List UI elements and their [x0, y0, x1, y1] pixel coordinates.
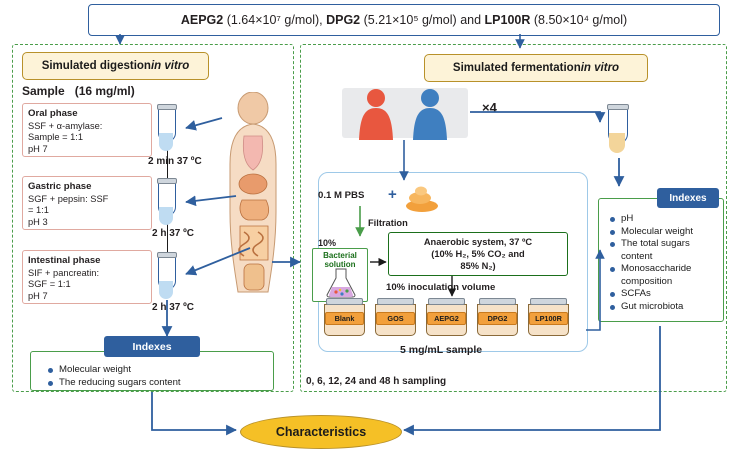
- fermentation-index-item: The total sugars content: [609, 238, 719, 263]
- sample-vial: [424, 298, 469, 340]
- fermentation-indexes-header: Indexes: [657, 188, 719, 208]
- fermentation-header-italic: in vitro: [580, 62, 620, 74]
- gastric-phase-time: [152, 228, 194, 239]
- male-donor-icon: [404, 86, 456, 140]
- bacterial-solution-box: [312, 248, 368, 302]
- oral-phase-line-1: SSF + α-amylase:: [28, 120, 103, 131]
- plus-icon: +: [388, 186, 397, 203]
- vial-label: LP100R: [529, 312, 568, 325]
- digestion-indexes-box: [30, 351, 274, 391]
- human-digestive-system-illustration: [214, 92, 292, 312]
- intestinal-phase-time: [152, 302, 194, 313]
- intestinal-time-value: 2 h: [152, 302, 167, 313]
- polysaccharide-2-mw: (5.21×10⁵ g/mol): [363, 13, 457, 27]
- digestion-index-item: Molecular weight: [47, 364, 273, 377]
- gastric-temp-value: 37 ºC: [169, 228, 195, 239]
- fermentation-header: [424, 54, 648, 82]
- bacterial-solution-label: Bacterial solution: [323, 251, 357, 269]
- anaerobic-line-1: Anaerobic system, 37 ºC: [423, 237, 533, 247]
- intestinal-phase-line-1: SIF + pancreatin:: [28, 267, 100, 278]
- sample-label-group: [22, 84, 135, 98]
- bacterial-percentage-label: 10%: [318, 238, 337, 248]
- digestion-header: [22, 52, 209, 80]
- sample-vial: [373, 298, 418, 340]
- gastric-phase-line-2: = 1:1: [28, 205, 49, 215]
- anaerobic-line-2: (10% H₂, 5% CO₂ and: [431, 249, 525, 259]
- fermentation-index-item: Molecular weight: [609, 226, 719, 239]
- fermentation-product-tube: [608, 108, 630, 154]
- fermentation-index-item: SCFAs: [609, 288, 719, 301]
- vial-label: Blank: [325, 312, 364, 325]
- fermentation-index-item: Gut microbiota: [609, 301, 719, 314]
- fermentation-index-item: Monosaccharide composition: [609, 263, 719, 288]
- characteristics-node: Characteristics: [240, 415, 402, 449]
- anaerobic-line-3: 85% N₂): [460, 261, 496, 271]
- gastric-phase-box: [22, 176, 152, 230]
- vial-label: GOS: [376, 312, 415, 325]
- oral-phase-line-2: Sample = 1:1: [28, 132, 84, 142]
- oral-phase-title: Oral phase: [28, 108, 78, 119]
- polysaccharide-3-name: LP100R: [484, 13, 531, 27]
- polysaccharide-1-mw: (1.64×10⁷ g/mol): [226, 13, 320, 27]
- fermentation-header-text: Simulated fermentation: [452, 62, 581, 74]
- gastric-phase-tube: [158, 182, 178, 226]
- oral-phase-box: [22, 103, 152, 157]
- intestinal-phase-box: [22, 250, 152, 304]
- sample-value: (16 mg/ml): [74, 84, 135, 98]
- oral-temp-value: 37 ºC: [176, 156, 202, 167]
- sample-vial: [475, 298, 520, 340]
- oral-phase-time: [148, 156, 202, 167]
- oral-phase-line-3: pH 7: [28, 143, 48, 154]
- vial-label: DPG2: [478, 312, 517, 325]
- polysaccharide-3-mw: (8.50×10⁴ g/mol): [533, 13, 628, 27]
- digestion-header-text: Simulated digestion: [41, 60, 151, 72]
- intestinal-temp-value: 37 ºC: [169, 302, 195, 313]
- sampling-timepoints-label: 0, 6, 12, 24 and 48 h sampling: [306, 376, 447, 387]
- banner-conj-1: ,: [319, 13, 327, 27]
- gastric-time-value: 2 h: [152, 228, 167, 239]
- intestinal-phase-line-2: SGF = 1:1: [28, 279, 71, 289]
- fecal-sample-icon: [404, 184, 440, 212]
- oral-time-value: 2 min: [148, 156, 175, 167]
- digestion-indexes-header: Indexes: [104, 336, 200, 357]
- sample-vial-row: [322, 298, 580, 340]
- anaerobic-system-box: [388, 232, 568, 276]
- banner-conj-2: and: [456, 13, 485, 27]
- gastric-phase-line-1: SGF + pepsin: SSF: [28, 193, 109, 204]
- top-banner: [88, 4, 720, 36]
- inoculation-volume-label: 10% inoculation volume: [386, 282, 496, 293]
- fermentation-indexes-box: [598, 198, 724, 322]
- donor-multiplier: ×4: [482, 100, 497, 115]
- gastric-phase-line-3: pH 3: [28, 216, 48, 227]
- female-donor-icon: [350, 86, 402, 140]
- flask-icon: [324, 268, 358, 298]
- fermentation-index-item: pH: [609, 213, 719, 226]
- polysaccharide-1-name: AEPG2: [180, 13, 224, 27]
- intestinal-phase-title: Intestinal phase: [28, 255, 101, 266]
- gastric-phase-title: Gastric phase: [28, 181, 92, 192]
- polysaccharide-2-name: DPG2: [326, 13, 361, 27]
- filtration-label: Filtration: [368, 218, 408, 228]
- intestinal-phase-tube: [158, 256, 178, 300]
- sample-vial: [526, 298, 571, 340]
- vial-label: AEPG2: [427, 312, 466, 325]
- sample-vial: [322, 298, 367, 340]
- sample-label: Sample: [22, 84, 65, 98]
- intestinal-phase-line-3: pH 7: [28, 290, 48, 301]
- digestion-header-italic: in vitro: [150, 60, 190, 72]
- digestion-index-item: The reducing sugars content: [47, 377, 273, 390]
- oral-phase-tube: [158, 108, 178, 152]
- sample-concentration-label: 5 mg/mL sample: [400, 344, 483, 356]
- pbs-label: 0.1 M PBS: [318, 190, 365, 201]
- banner-text: [181, 13, 627, 27]
